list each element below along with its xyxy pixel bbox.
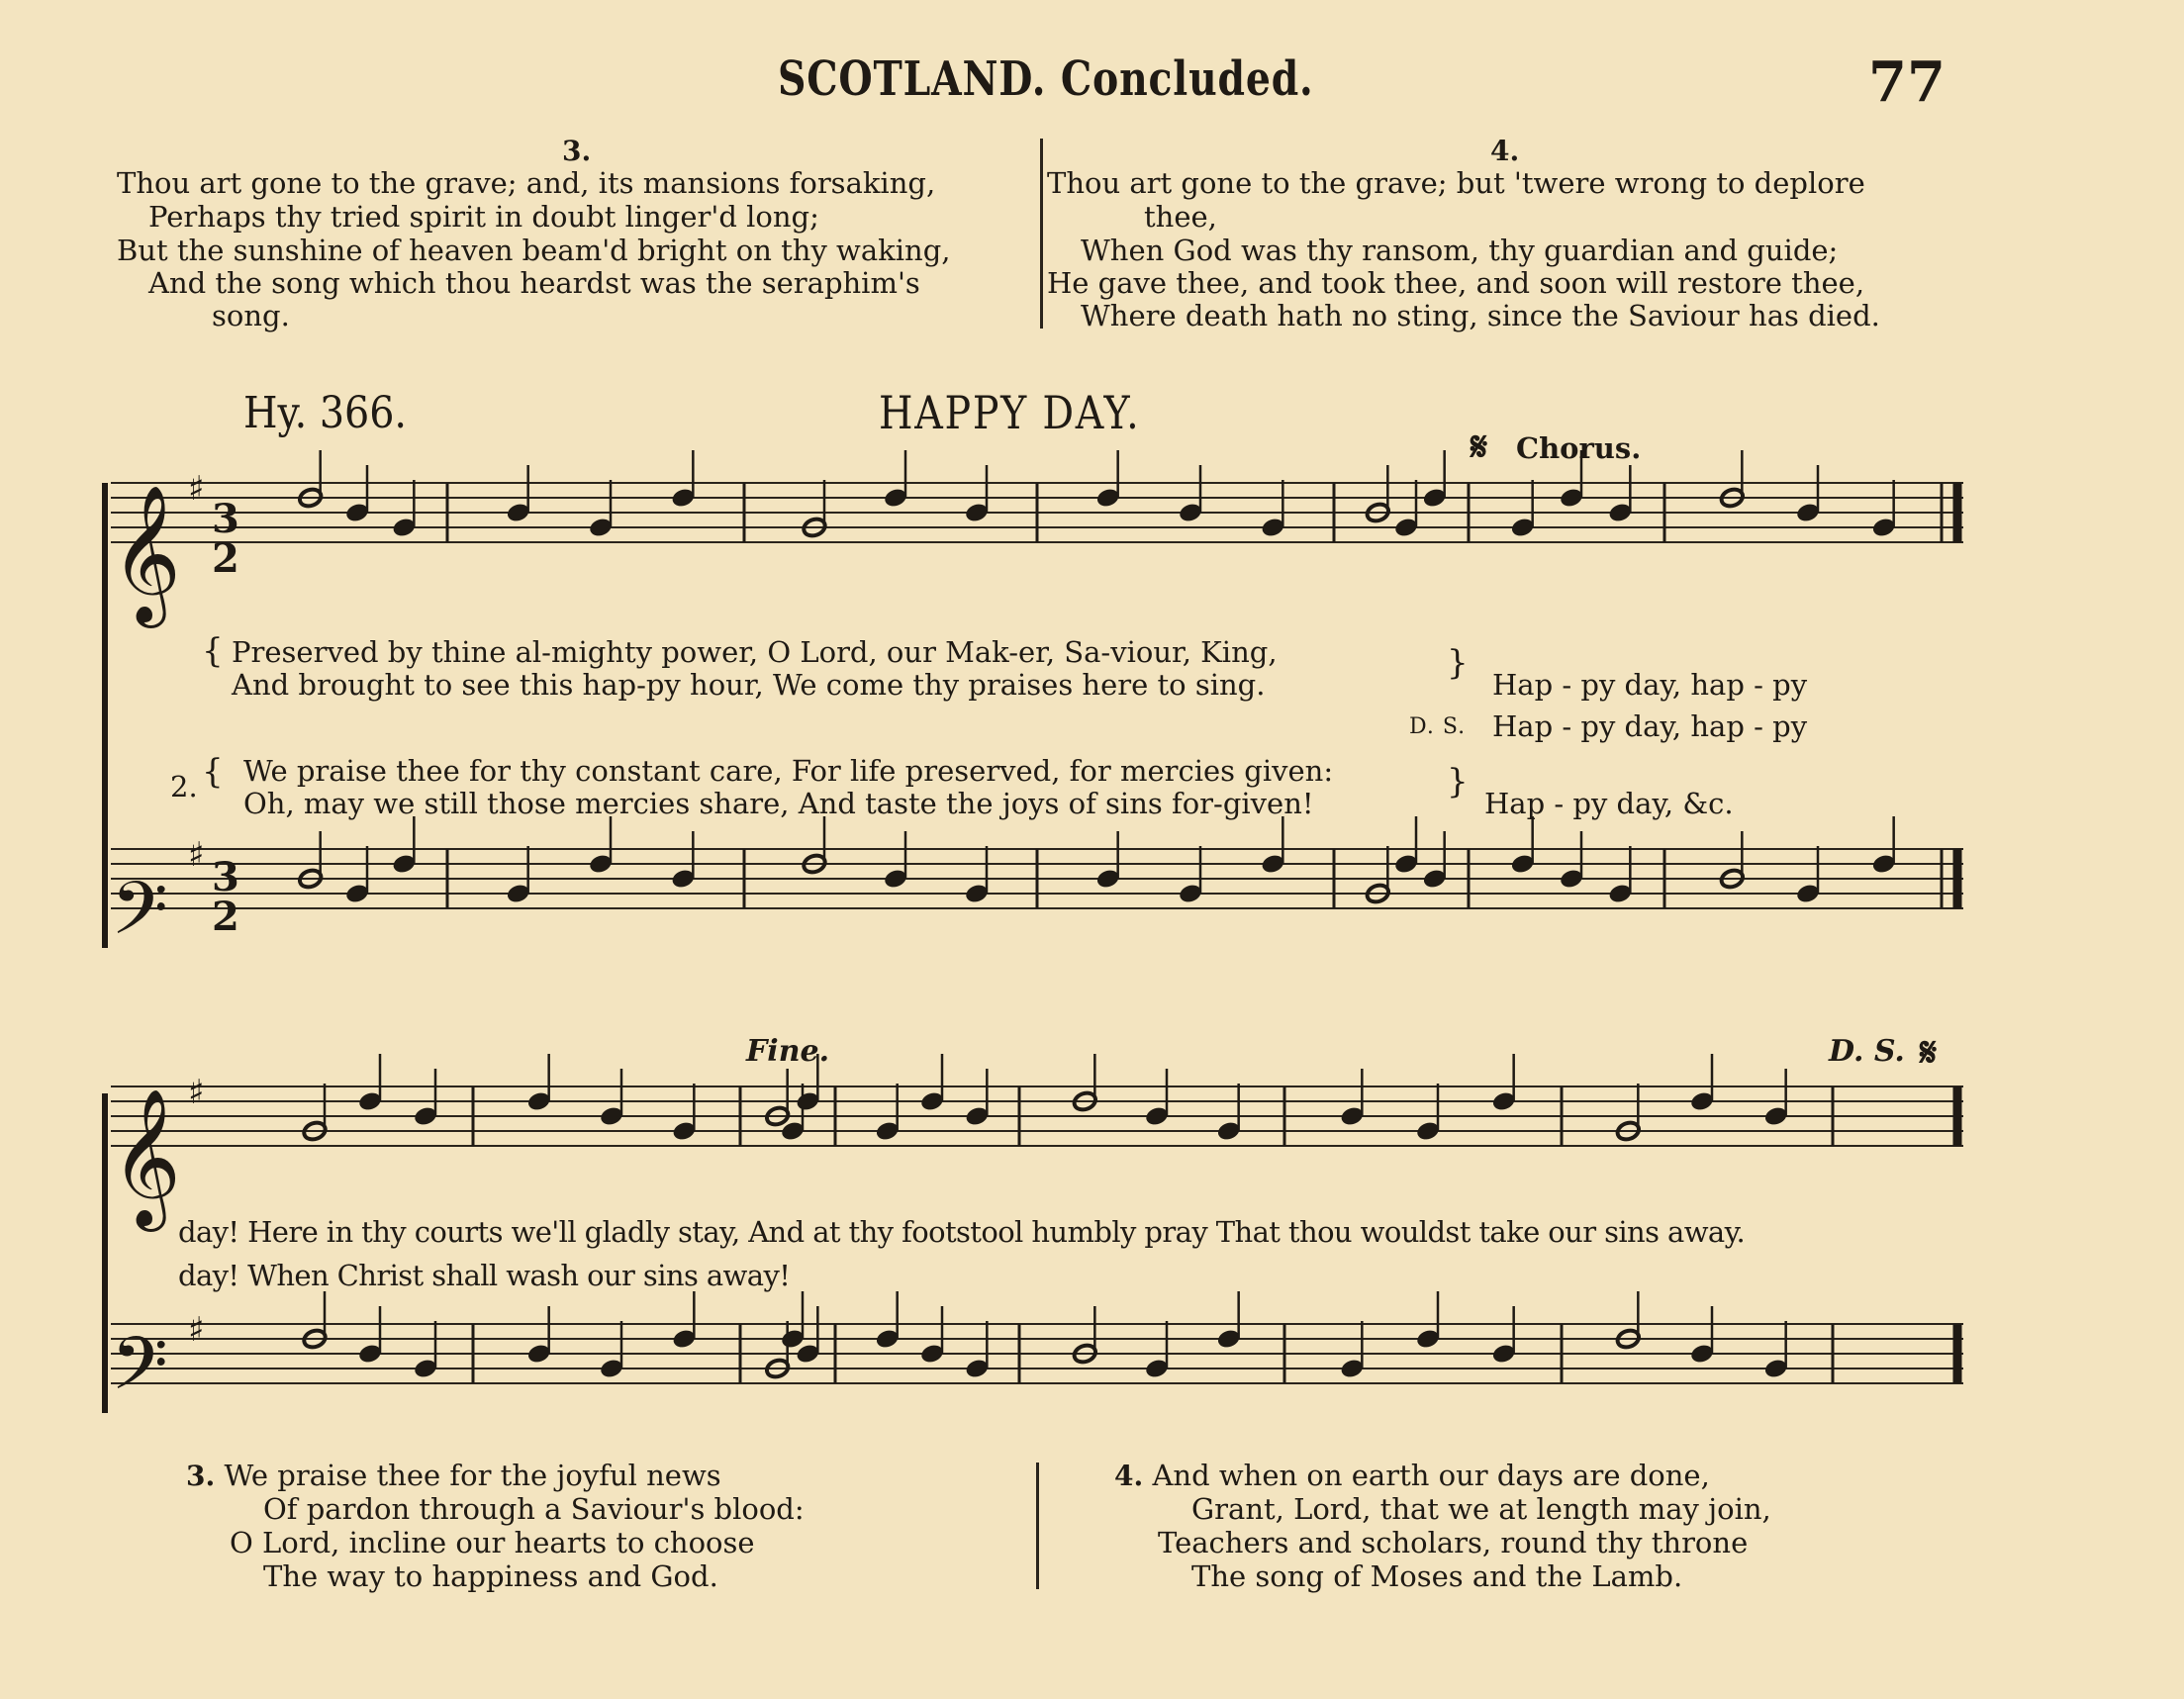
hymn-number: Hy. 366. [243,388,407,438]
hymn-title: HAPPY DAY. [879,386,1141,439]
verse-line: And when on earth our days are done, [1152,1459,1710,1492]
key-sharp: ♯ [188,1073,205,1112]
fine-marking: Fine. [746,1034,830,1069]
lyric-line: day! Here in thy courts we'll gladly stay, And at thy footstool humbly pray That thou wouldst take our sins away. [178,1215,1746,1249]
running-title: SCOTLAND. Concluded. [778,51,1314,107]
verse-number: 4. [1490,135,1520,167]
verse-line: The song of Moses and the Lamb. [1191,1559,1683,1593]
verse-line: When God was thy ransom, thy guardian and guide; [1081,234,1839,267]
verse-line: Of pardon through a Saviour's blood: [263,1492,805,1526]
verse-number: 2. [170,770,198,803]
verse-number: 3. [562,135,592,167]
time-signature-bottom: 2 [212,535,239,582]
verse-line: We praise thee for the joyful news [224,1459,721,1492]
time-signature-top: 3 [212,854,239,900]
verse-line: O Lord, incline our hearts to choose [230,1526,755,1559]
brace: } [1447,643,1469,683]
staff [111,1086,1963,1146]
staff [111,483,1963,542]
verse-line: Thou art gone to the grave; but 'twere wrong to deplore [1047,166,1865,200]
key-sharp: ♯ [188,835,205,875]
brace: { [202,631,224,671]
brace: } [1447,762,1469,802]
staff [111,849,1963,908]
segno-icon: 𝄋 [1920,1029,1938,1076]
key-sharp: ♯ [188,1310,205,1350]
verse-line: Where death hath no sting, since the Saviour has died. [1081,299,1880,332]
ds-label: D. S. [1409,714,1467,739]
ds-marking: D. S. [1829,1034,1905,1069]
chorus-lyric: Hap - py day, &c. [1484,787,1734,820]
column-divider [1036,1463,1039,1589]
chorus-lyric: Hap - py day, hap - py [1492,668,1808,702]
verse-number: 3. [186,1460,216,1492]
page-number: 77 [1868,49,1946,115]
lyric-line: day! When Christ shall wash our sins away! [178,1259,791,1292]
verse-line: He gave thee, and took thee, and soon will restore thee, [1047,266,1865,300]
verse-line: Perhaps thy tried spirit in doubt linger'd long; [148,200,819,234]
verse-number: 4. [1114,1460,1144,1492]
lyric-line: Oh, may we still those mercies share, And taste the joys of sins for-given! [243,787,1314,820]
lyric-line: Preserved by thine al-mighty power, O Lord, our Mak-er, Sa-viour, King, [232,635,1278,669]
verse-line: But the sunshine of heaven beam'd bright on thy waking, [117,234,951,267]
time-signature-bottom: 2 [212,894,239,940]
bass-clef-icon: 𝄢 [111,866,168,970]
brace: { [202,752,224,792]
lyric-line: And brought to see this hap-py hour, We come thy praises here to sing. [232,668,1266,702]
verse-line: Thou art gone to the grave; and, its mansions forsaking, [117,166,936,200]
verse-line: And the song which thou heardst was the seraphim's [148,266,920,300]
lyric-line: We praise thee for thy constant care, For life preserved, for mercies given: [243,754,1334,788]
chorus-label: Chorus. [1516,431,1642,465]
verse-line: song. [212,299,290,332]
bass-clef-icon: 𝄢 [111,1321,168,1425]
time-signature-top: 3 [212,496,239,542]
verse-line: Grant, Lord, that we at length may join, [1191,1492,1771,1526]
key-sharp: ♯ [188,469,205,509]
treble-clef-icon: 𝄞 [111,485,181,622]
chorus-lyric: Hap - py day, hap - py [1492,709,1808,743]
verse-line: The way to happiness and God. [263,1559,718,1593]
staff [111,1324,1963,1383]
treble-clef-icon: 𝄞 [111,1088,181,1226]
verse-line: thee, [1144,200,1217,234]
segno-icon: 𝄋 [1471,424,1488,470]
verse-line: Teachers and scholars, round thy throne [1158,1526,1749,1559]
